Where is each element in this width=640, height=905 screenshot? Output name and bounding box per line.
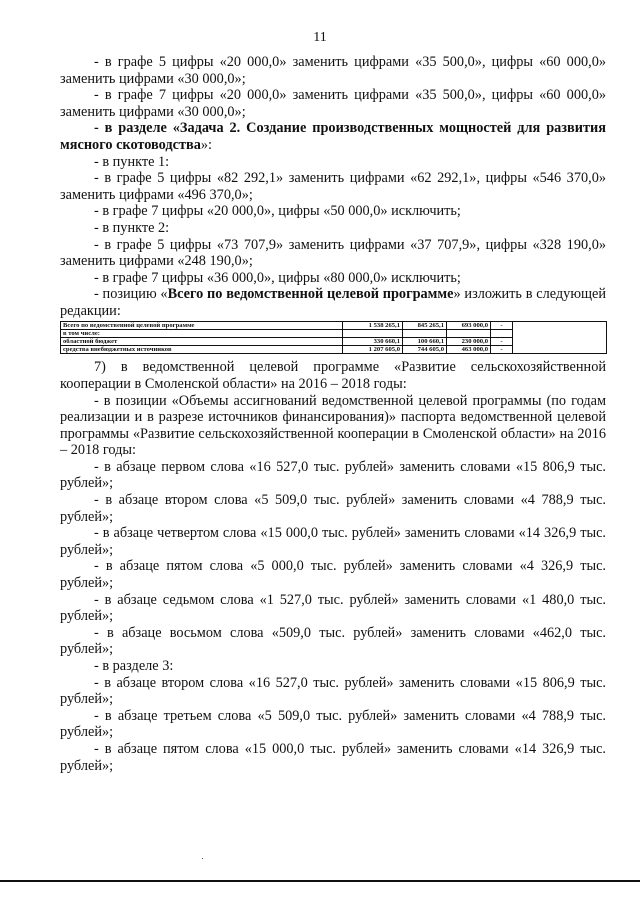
table-cell-label: Всего по ведомственной целевой программе (61, 321, 343, 329)
paragraph: - в разделе 3: (94, 658, 174, 674)
table-cell-value: 463 000,0 (447, 346, 491, 354)
table-cell-value: - (491, 337, 513, 345)
table-cell-label: средства внебюджетных источников (61, 346, 343, 354)
table-cell-value: 330 660,1 (343, 337, 403, 345)
paragraph: - в абзаце втором слова «5 509,0 тыс. рублей» заменить словами «4 788,9 тыс. рублей»; (60, 492, 606, 525)
bottom-rule (0, 880, 640, 882)
paragraph: - в графе 5 цифры «73 707,9» заменить цифрами «37 707,9», цифры «328 190,0» заменить цифрами «248 190,0»; (60, 236, 606, 270)
paragraph: - в абзаце седьмом слова «1 527,0 тыс. рублей» заменить словами «1 480,0 тыс. рублей»; (60, 591, 606, 625)
table-cell-value: - (491, 346, 513, 354)
paragraph: - в графе 7 цифры «20 000,0» заменить цифрами «35 500,0», цифры «60 000,0» заменить цифрами «30 000,0»; (60, 87, 606, 120)
position-prefix: - позицию « (94, 286, 168, 303)
paragraph: - в пункте 1: (94, 153, 170, 170)
table-cell-value (491, 329, 513, 337)
section-suffix: »: (200, 136, 212, 153)
paragraph: - в абзаце первом слова «16 527,0 тыс. рублей» заменить словами «15 806,9 тыс. рублей»; (60, 458, 606, 492)
budget-table (60, 321, 607, 355)
paragraph: - в абзаце четвертом слова «15 000,0 тыс. рублей» заменить словами «14 326,9 тыс. рублей»; (60, 525, 606, 558)
paragraph: - в абзаце пятом слова «15 000,0 тыс. рублей» заменить словами «14 326,9 тыс. рублей»; (60, 740, 606, 774)
paragraph: - в абзаце третьем слова «5 509,0 тыс. рублей» заменить словами «4 788,9 тыс. рублей»; (60, 707, 606, 741)
table-cell-label: в том числе: (61, 329, 343, 337)
table-cell-value: 744 605,0 (403, 346, 447, 354)
table-cell-value: 1 207 605,0 (343, 346, 403, 354)
table-row (61, 321, 607, 329)
page-number: 11 (313, 30, 327, 45)
table-cell-value: 693 000,0 (447, 321, 491, 329)
paragraph: - в абзаце пятом слова «5 000,0 тыс. рублей» заменить словами «4 326,9 тыс. рублей»; (60, 558, 606, 592)
paragraph: - в пункте 2: (94, 219, 170, 236)
table-cell-label: областной бюджет (61, 337, 343, 345)
table-cell-value: 100 660,1 (403, 337, 447, 345)
table-cell-value (403, 329, 447, 337)
section-heading-paragraph (60, 120, 606, 153)
paragraph: - в графе 5 цифры «20 000,0» заменить цифрами «35 500,0», цифры «60 000,0» заменить цифрами «30 000,0»; (60, 54, 606, 87)
scan-speck (202, 858, 203, 859)
table-cell-value: 230 000,0 (447, 337, 491, 345)
table-cell-value: - (491, 321, 513, 329)
paragraph: - в графе 7 цифры «36 000,0», цифры «80 000,0» исключить; (94, 269, 461, 286)
document-body (60, 54, 606, 774)
position-suffix: » изложить в следующей редакции: (60, 286, 607, 319)
table-cell-value: 845 265,1 (403, 321, 447, 329)
paragraph: - в графе 7 цифры «20 000,0», цифры «50 000,0» исключить; (94, 203, 461, 220)
position-paragraph (60, 286, 606, 319)
paragraph: 7) в ведомственной целевой программе «Развитие сельскохозяйственной кооперации в Смоленской области» на 2016 – 2018 годы: (60, 359, 606, 392)
position-title: Всего по ведомственной целевой программе (167, 286, 454, 303)
table-cell-empty (513, 321, 607, 354)
table-cell-value (343, 329, 403, 337)
paragraph: - в абзаце восьмом слова «509,0 тыс. рублей» заменить словами «462,0 тыс. рублей»; (60, 624, 606, 658)
section-prefix: - в разделе « (94, 120, 180, 137)
paragraph: - в графе 5 цифры «82 292,1» заменить цифрами «62 292,1», цифры «546 370,0» заменить цифрами «496 370,0»; (60, 170, 606, 203)
paragraph: - в абзаце втором слова «16 527,0 тыс. рублей» заменить словами «15 806,9 тыс. рублей»; (60, 674, 606, 708)
table-cell-value (447, 329, 491, 337)
paragraph: - в позиции «Объемы ассигнований ведомственной целевой программы (по годам реализации и в разрезе источников финансирования)» паспорта ведомственной целевой программы «Развитие сельскохозяйственной кооперации в Смоленской области» на 2016 – 2018 годы: (60, 392, 606, 459)
section-title: Задача 2. Создание производственных мощностей для развития мясного скотоводства (60, 120, 606, 153)
table-cell-value: 1 538 265,1 (343, 321, 403, 329)
